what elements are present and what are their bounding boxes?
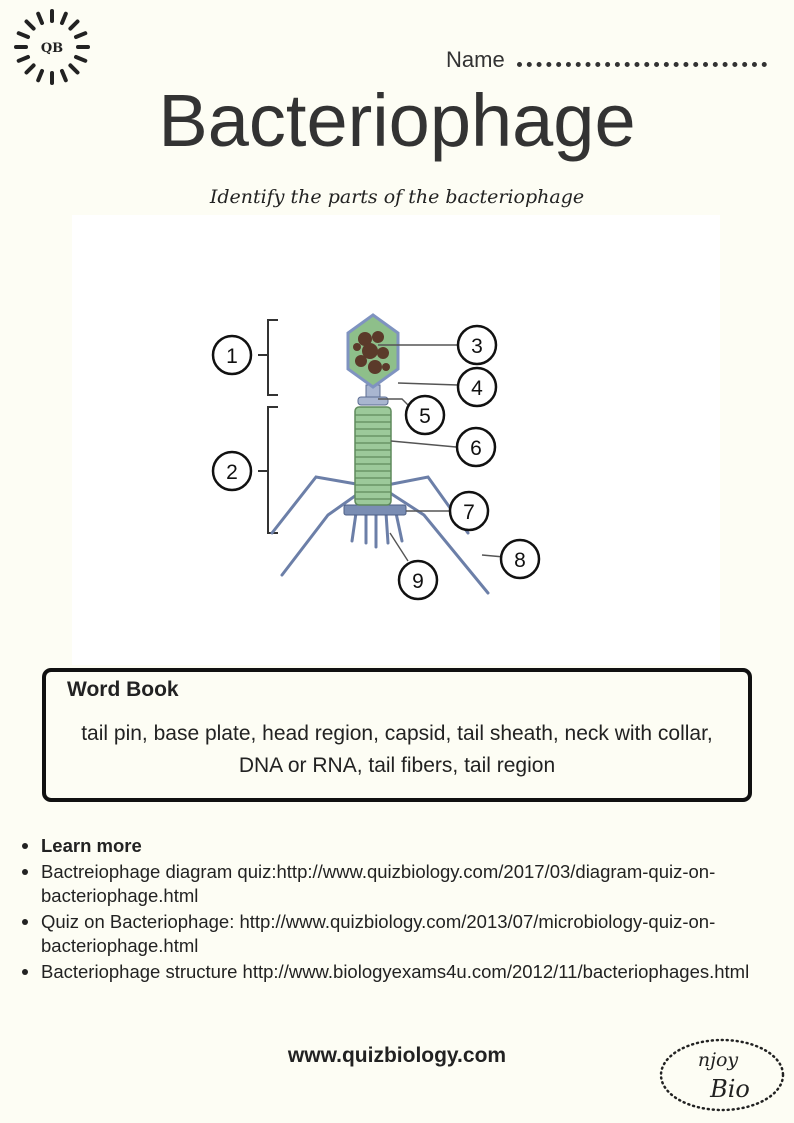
head-region-bracket: [268, 320, 278, 395]
callout-9: [399, 561, 437, 599]
callout-2-number: 2: [226, 461, 238, 484]
callout-7: [450, 492, 488, 530]
tail-region-bracket: [268, 407, 278, 533]
bacteriophage-diagram: [72, 215, 720, 665]
learn-more-link[interactable]: Quiz on Bacteriophage: http://www.quizbiology.com/2013/07/microbiology-quiz-on-bacteriophage.html: [22, 910, 772, 958]
callout-3: [458, 326, 496, 364]
learn-more-list: [22, 834, 772, 986]
callout-7-number: 7: [463, 501, 475, 524]
collar: [358, 397, 388, 405]
callout-1: [213, 336, 251, 374]
callout-8-number: 8: [514, 549, 526, 572]
tail-pins: [352, 513, 402, 547]
bacteriophage-illustration: [72, 215, 720, 665]
name-field[interactable]: [446, 38, 767, 73]
learn-more-heading-item: [22, 834, 772, 858]
bullet-icon: [22, 969, 28, 975]
word-book-title: Word Book: [67, 678, 179, 701]
callout-6-number: 6: [470, 437, 482, 460]
learn-more-link[interactable]: Bactreiophage diagram quiz:http://www.quizbiology.com/2017/03/diagram-quiz-on-bacteriophage.html: [22, 860, 772, 908]
callout-3-number: 3: [471, 335, 483, 358]
bullet-icon: [22, 843, 28, 849]
logo-text: QB: [40, 41, 64, 56]
word-book-terms: tail pin, base plate, head region, capsid, tail sheath, neck with collar, DNA or RNA, tail fibers, tail region: [81, 722, 713, 777]
bullet-icon: [22, 919, 28, 925]
callout-5-number: 5: [419, 405, 431, 428]
page-subtitle: Identify the parts of the bacteriophage: [209, 186, 585, 208]
word-book-box: [42, 668, 752, 802]
learn-more-heading: Learn more: [41, 835, 142, 856]
callout-4-number: 4: [471, 377, 483, 400]
tail-sheath: [355, 407, 391, 505]
callout-2: [213, 452, 251, 490]
quizbiology-logo: [12, 7, 92, 87]
name-blank-line[interactable]: [517, 38, 767, 67]
base-plate: [344, 505, 406, 515]
page-title: Bacteriophage: [158, 79, 636, 162]
njoy-bio-stamp: [658, 1037, 786, 1113]
callout-4: [458, 368, 496, 406]
callout-5: [406, 396, 444, 434]
learn-more-link[interactable]: Bacteriophage structure http://www.biologyexams4u.com/2012/11/bacteriophages.html: [22, 960, 772, 984]
stamp-line-1: njoy: [697, 1049, 739, 1071]
callout-9-number: 9: [412, 570, 424, 593]
callout-6: [457, 428, 495, 466]
stamp-line-2: Bio: [710, 1075, 750, 1103]
name-label: Name: [446, 47, 505, 72]
bullet-icon: [22, 869, 28, 875]
callout-8: [501, 540, 539, 578]
footer-website[interactable]: www.quizbiology.com: [287, 1044, 507, 1067]
callout-1-number: 1: [226, 345, 238, 368]
